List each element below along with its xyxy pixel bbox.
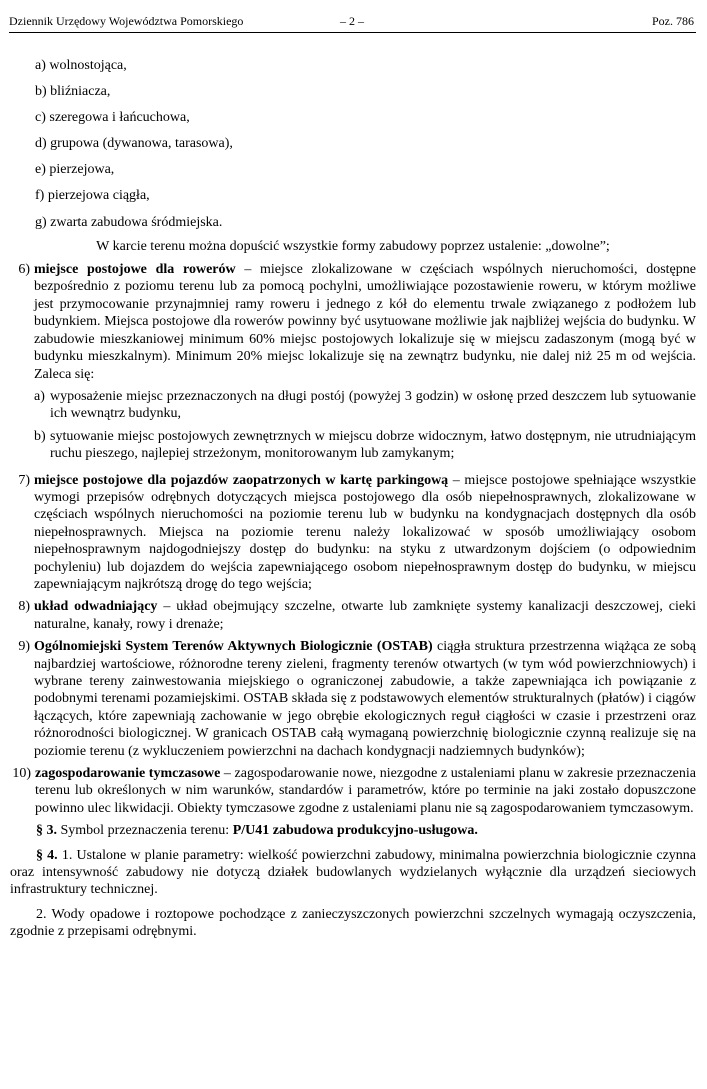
item-body: [34, 472, 696, 594]
land-use-symbol: P/U41 zabudowa produkcyjno-usługowa.: [232, 823, 478, 839]
defined-term: układ odwadniający: [34, 599, 158, 615]
defined-term: miejsce postojowe dla rowerów: [34, 262, 236, 278]
document-body: [10, 57, 696, 948]
definition-item-9: [10, 638, 696, 760]
sub-item-label: b): [34, 428, 46, 444]
item-number: 7): [18, 472, 30, 488]
definition-item-10: [10, 765, 696, 817]
definition-text: ciągła struktura przestrzenna wiążąca ze sobą najbardziej wartościowe, różnorodne tereny zieleni, fragmenty terenów otwartych (w tym wód powierzchniowych) i wybrane tereny zainwestowania miejskiego o ograniczonej zabudowie, a także zapewniająca ich powiązanie z podobnymi terenami pozamiejskimi. OSTAB składa się z podstawowych elementów strukturalnych (płatów) i ciągów łączących, które zapewniają zachowanie w jego obrębie ekologicznych reguł ciągłości w czasie i przestrzeni oraz różnorodności biologicznej. W granicach OSTAB całą wymaganą powierzchnię biologicznie czynną realizuje się na poziomie terenu (z wykluczeniem powierzchni na dachach kondygnacji nadziemnych budynków);: [34, 639, 697, 759]
paragraph-text: Symbol przeznaczenia terenu:: [57, 823, 233, 839]
item-number: 6): [18, 262, 30, 278]
definition-text: – zagospodarowanie nowe, niezgodne z ustaleniami planu w zakresie przeznaczenia terenu lub określonych w nim warunków, standardów i parametrów, które po terminie na jaki zostało dopuszczone powinno ulec likwidacji. Obiekty tymczasowe zgodne z ustaleniami planu nie są zagospodarowaniem tymczasowym.: [35, 766, 696, 816]
definition-text: – miejsce postojowe spełniające wszystkie wymogi przepisów odrębnych dotyczących miejsca postojowego dla osób niepełnosprawnych, zlokalizowane w częściach wspólnych nieruchomości na poziomie terenu lub w budynku na kondygnacjach dostępnych dla osób niepełnosprawnych. Miejsca na poziomie terenu należy lokalizować w sposób umożliwiający osobom niepełnosprawnym najdogodniejszy dostęp do budynku: na styku z utwardzonym dojściem (o odpowiednim pochyleniu) lub dojazdem do wejścia zapewniającego osobom niepełnosprawnym dostęp do budynku, w miejscu zapewniającym najkrótszą drogę do tego wejścia;: [34, 472, 696, 592]
item-number: 8): [18, 599, 30, 615]
definition-item-6: [10, 261, 696, 466]
paragraph-label: § 4.: [36, 847, 58, 863]
sub-item-label: a): [34, 388, 45, 404]
sub-item-text: sytuowanie miejsc postojowych zewnętrznych w miejscu dobrze widocznym, łatwo dostępnym, nie utrudniającym ruchu pieszego, najlepiej strzeżonym, monitorowanym lub zamykanym;: [50, 428, 696, 462]
paragraph-4: [10, 847, 696, 899]
defined-term: zagospodarowanie tymczasowe: [35, 766, 221, 782]
journal-title: Dziennik Urzędowy Województwa Pomorskiego: [9, 14, 244, 28]
definition-item-8: [10, 598, 696, 633]
paragraph-text: 1. Ustalone w planie parametry: wielkość powierzchni zabudowy, minimalna powierzchnia biologicznie czynna oraz intensywność zabudowy nie dotyczą działek budowlanych wydzielanych wyłącznie dla urządzeń sieciowych infrastruktury technicznej.: [10, 847, 697, 898]
list-item: c) szeregowa i łańcuchowa,: [35, 110, 190, 126]
list-item: g) zwarta zabudowa śródmiejska.: [35, 214, 223, 230]
item-body: [34, 598, 696, 633]
list-item: d) grupowa (dywanowa, tarasowa),: [35, 136, 233, 152]
definition-text: – układ obejmujący szczelne, otwarte lub zamknięte systemy kanalizacji deszczowej, cieki naturalne, kanały, rowy i drenaże;: [34, 599, 696, 632]
list-item: f) pierzejowa ciągła,: [35, 188, 150, 204]
page-header: [9, 12, 696, 33]
definition-item-7: [10, 472, 696, 594]
sub-item-b: [34, 428, 696, 463]
list-item: b) bliźniacza,: [35, 84, 111, 100]
item-body: [35, 765, 696, 817]
item-number: 10): [12, 766, 31, 782]
paragraph-3: [36, 822, 696, 839]
paragraph-4-point-2: 2. Wody opadowe i roztopowe pochodzące z zanieczyszczonych powierzchni szczelnych wymagają oczyszczenia, zgodnie z przepisami odrębnymi.: [10, 906, 696, 940]
list-item: a) wolnostojąca,: [35, 58, 127, 73]
defined-term: miejsce postojowe dla pojazdów zaopatrzonych w kartę parkingową: [34, 472, 449, 488]
note-line: W karcie terenu można dopuścić wszystkie formy zabudowy poprzez ustalenie: „dowolne”;: [96, 238, 610, 254]
item-number: 9): [18, 639, 30, 655]
sub-item-text: wyposażenie miejsc przeznaczonych na długi postój (powyżej 3 godzin) w osłonę przed deszczem lub sytuowanie ich wewnątrz budynku,: [50, 388, 696, 422]
defined-term: Ogólnomiejski System Terenów Aktywnych Biologicznie (OSTAB): [34, 639, 433, 655]
definition-text: – miejsce zlokalizowane w częściach wspólnych nieruchomości, dostępne bezpośrednio z poziomu terenu lub za pomocą pochylni, umożliwiające pozostawienie roweru, w którym możliwe jest przymocowanie przynajmniej ramy roweru i jednego z kół do elementu trwale związanego z podłożem lub budynkiem. Miejsca postojowe dla rowerów powinny być usytuowane możliwie jak najbliżej wejścia do budynku. W zabudowie mieszkaniowej minimum 60% miejsc postojowych lokalizuje się w miejscu zadaszonym (mogą być w budynku mieszkalnym). Minimum 20% miejsc lokalizuje się na zewnątrz budynku, nie dalej niż 25 m od wejścia. Zaleca się:: [34, 262, 696, 382]
position-number: Poz. 786: [652, 14, 694, 28]
sub-item-a: [34, 388, 696, 423]
list-item: e) pierzejowa,: [35, 162, 115, 178]
item-body: [34, 261, 696, 466]
item-body: [34, 638, 696, 760]
paragraph-label: § 3.: [36, 823, 57, 839]
building-forms-list: [10, 57, 696, 231]
page-number: – 2 –: [340, 14, 364, 28]
